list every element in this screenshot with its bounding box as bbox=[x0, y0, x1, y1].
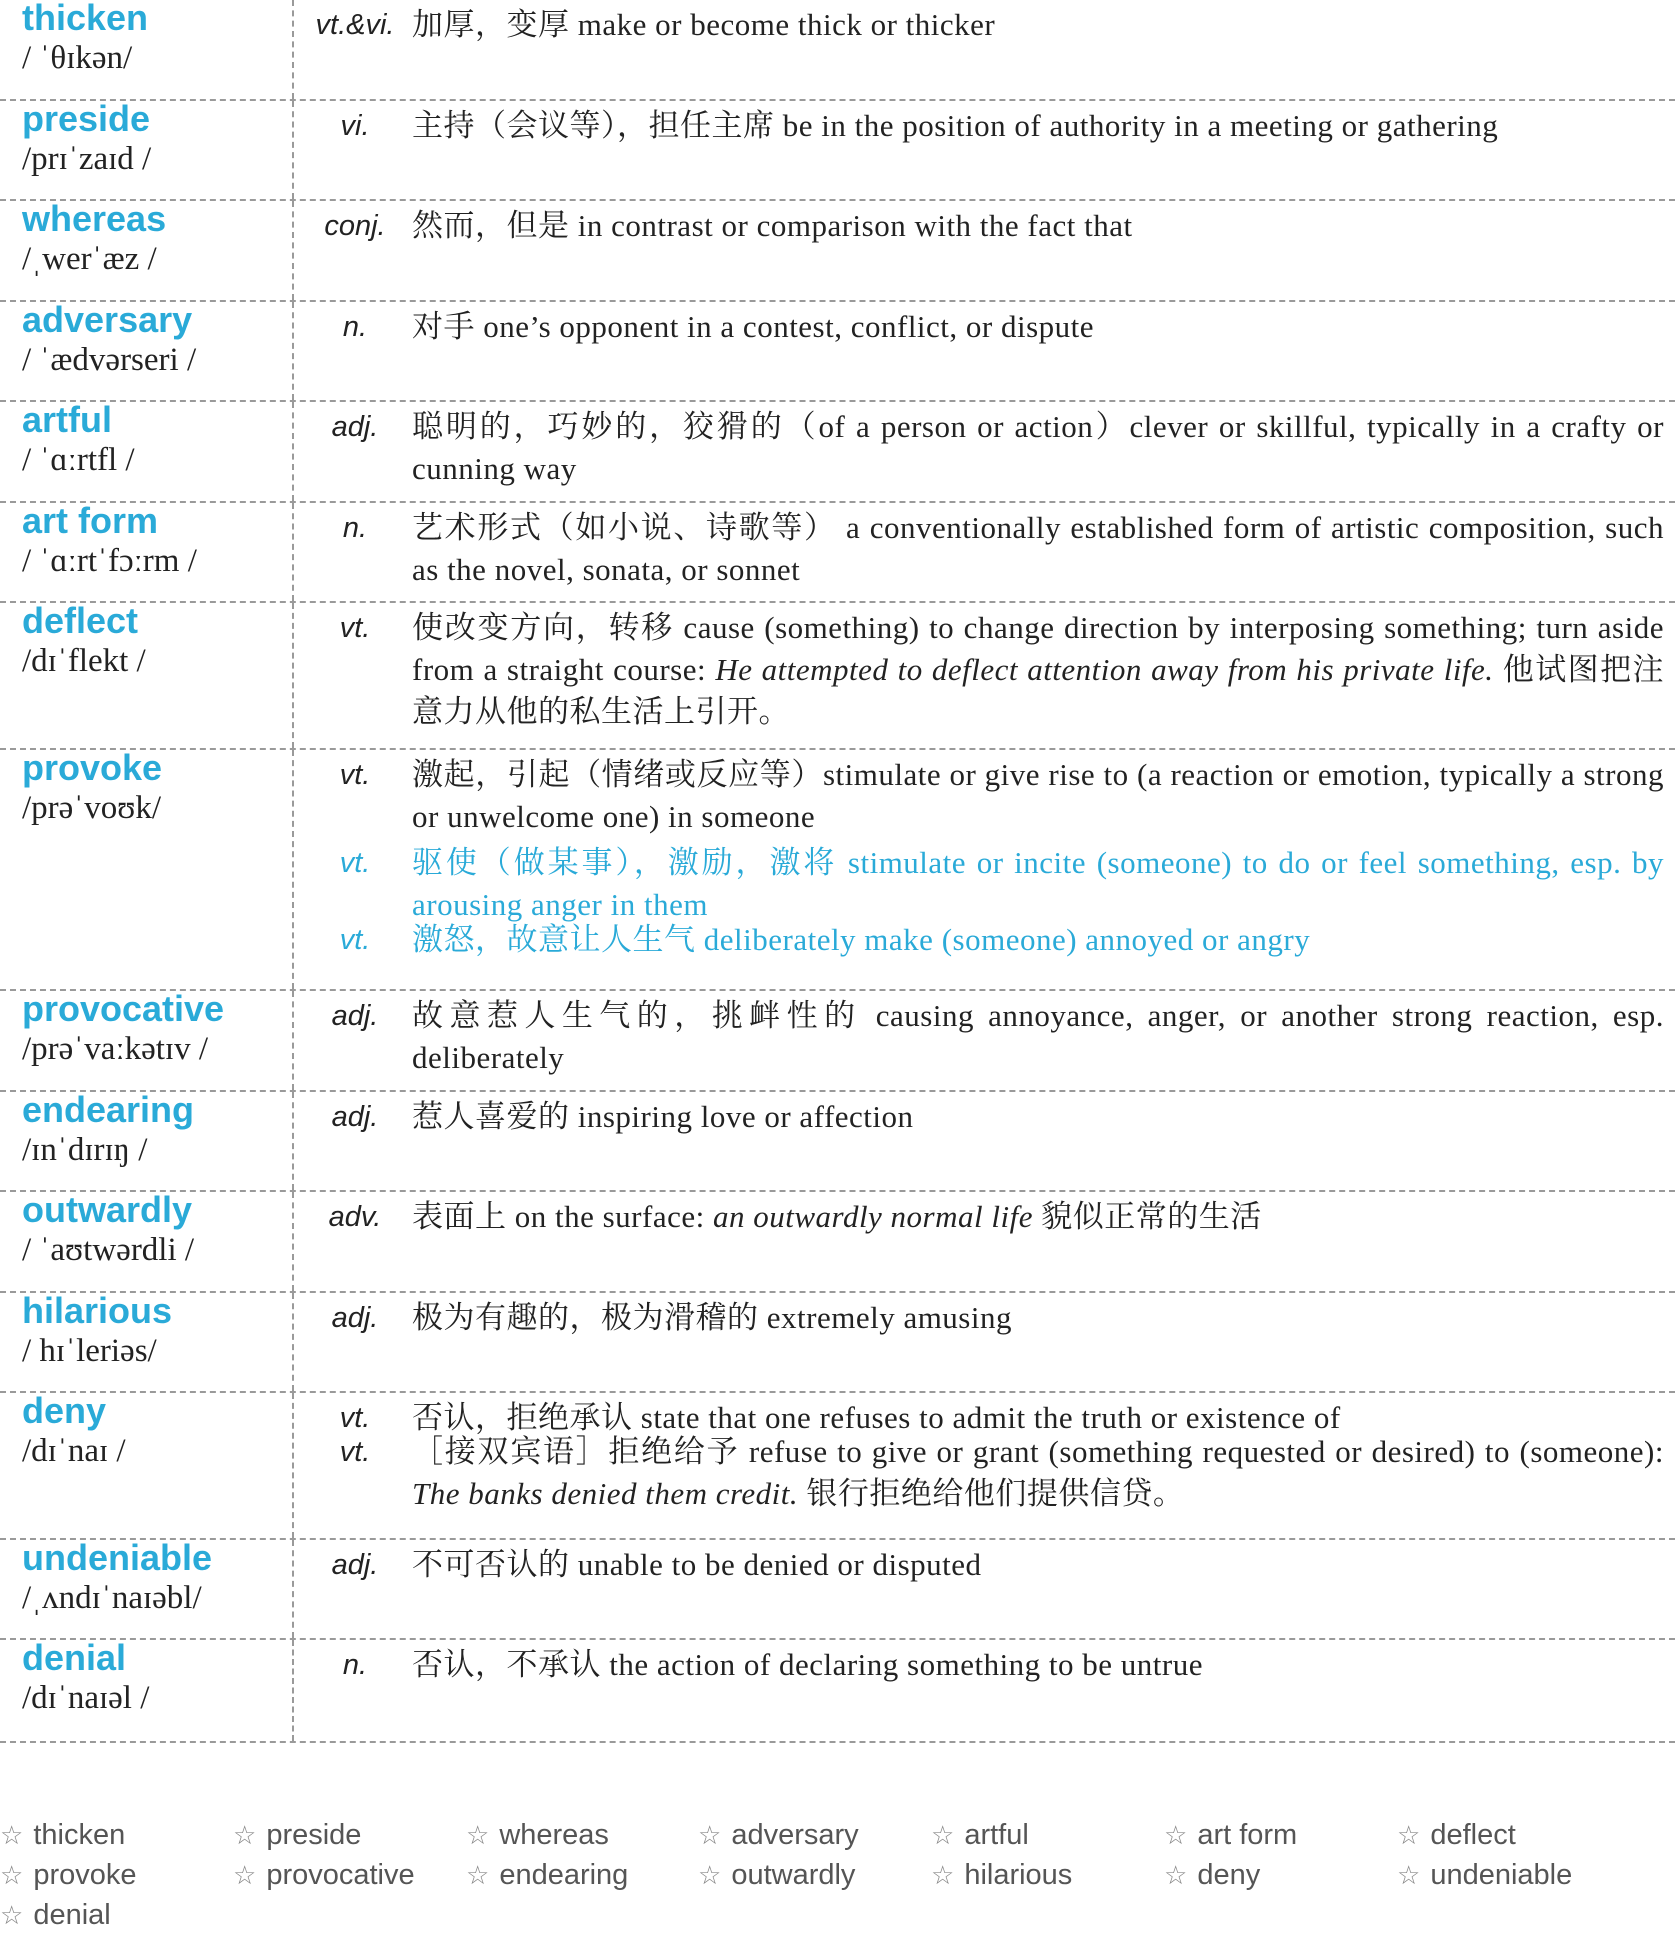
entry-outwardly bbox=[0, 1189, 1675, 1293]
checklist-item bbox=[931, 1855, 1072, 1896]
headword-cell bbox=[0, 1189, 294, 1291]
example-translation: 他试图把注意力从他的私生活上引开。 bbox=[412, 652, 1665, 729]
headword-cell bbox=[0, 399, 294, 501]
part-of-speech: vt. bbox=[339, 847, 371, 879]
definition bbox=[412, 1431, 1664, 1515]
headword: artful bbox=[22, 399, 112, 440]
headword-cell bbox=[0, 1537, 294, 1638]
example-translation: 银行拒绝给他们提供信贷。 bbox=[798, 1476, 1185, 1511]
definition bbox=[412, 919, 1664, 961]
part-of-speech: vt. bbox=[339, 924, 371, 956]
checklist-word: hilarious bbox=[964, 1859, 1073, 1891]
checklist-word: artful bbox=[964, 1819, 1029, 1851]
checklist-word: undeniable bbox=[1430, 1859, 1573, 1891]
part-of-speech: adv. bbox=[328, 1201, 382, 1233]
star-icon: ☆ bbox=[233, 1821, 257, 1851]
checklist-word: provocative bbox=[266, 1859, 415, 1891]
definition-text: 激起，引起（情绪或反应等）stimulate or give rise to (a reaction or emotion, typically a strong or unwelcome one) in someone bbox=[412, 757, 1664, 834]
part-of-speech: vt.&vi. bbox=[315, 9, 395, 41]
entry-art-form bbox=[0, 500, 1675, 603]
entry-preside bbox=[0, 98, 1675, 201]
checklist-item bbox=[698, 1815, 859, 1856]
star-icon: ☆ bbox=[1164, 1821, 1188, 1851]
definition bbox=[412, 1297, 1664, 1339]
star-icon: ☆ bbox=[466, 1861, 490, 1891]
example-sentence: He attempted to deflect attention away from his private life. bbox=[715, 652, 1494, 687]
part-of-speech: vt. bbox=[339, 1402, 371, 1434]
definition bbox=[412, 4, 1664, 46]
example-sentence: an outwardly normal life bbox=[712, 1199, 1033, 1234]
headword: adversary bbox=[22, 299, 193, 340]
headword-cell bbox=[0, 747, 294, 989]
phonetic: /prəˈvoʊk/ bbox=[22, 790, 162, 826]
checklist-item bbox=[0, 1855, 136, 1896]
headword-cell bbox=[0, 198, 294, 300]
part-of-speech: adj. bbox=[331, 1101, 379, 1133]
definition bbox=[412, 306, 1664, 348]
definition-text: 驱使（做某事），激励，激将 stimulate or incite (someone) to do or feel something, esp. by arousing anger in them bbox=[412, 845, 1664, 922]
checklist-word: whereas bbox=[499, 1819, 609, 1851]
definition bbox=[412, 607, 1664, 733]
definition bbox=[412, 1196, 1664, 1238]
definition bbox=[412, 995, 1664, 1079]
headword-cell bbox=[0, 988, 294, 1090]
checklist-word: preside bbox=[266, 1819, 362, 1851]
checklist-item bbox=[233, 1855, 415, 1896]
definition bbox=[412, 1644, 1664, 1686]
checklist-item bbox=[698, 1855, 855, 1896]
definition bbox=[412, 1544, 1664, 1586]
checklist-item bbox=[466, 1815, 609, 1856]
phonetic: / ˈθɪkən/ bbox=[22, 40, 133, 76]
part-of-speech: n. bbox=[342, 512, 368, 544]
headword: endearing bbox=[22, 1089, 195, 1130]
entry-whereas bbox=[0, 198, 1675, 302]
headword: whereas bbox=[22, 198, 167, 239]
entry-provoke bbox=[0, 747, 1675, 991]
checklist-word: provoke bbox=[33, 1859, 137, 1891]
definition-text: 激怒，故意让人生气 deliberately make (someone) annoyed or angry bbox=[412, 922, 1311, 957]
entry-denial bbox=[0, 1637, 1675, 1743]
star-icon: ☆ bbox=[1164, 1861, 1188, 1891]
definition-text: 不可否认的 unable to be denied or disputed bbox=[412, 1547, 982, 1582]
definition bbox=[412, 406, 1664, 490]
headword-cell bbox=[0, 1637, 294, 1741]
part-of-speech: vt. bbox=[339, 612, 371, 644]
checklist-item bbox=[1397, 1815, 1516, 1856]
phonetic: / ˈaʊtwərdli / bbox=[22, 1232, 195, 1268]
definition bbox=[412, 754, 1664, 838]
checklist-item bbox=[931, 1815, 1029, 1856]
part-of-speech: adj. bbox=[331, 1302, 379, 1334]
headword-cell bbox=[0, 299, 294, 400]
part-of-speech: adj. bbox=[331, 411, 379, 443]
star-icon: ☆ bbox=[931, 1861, 955, 1891]
entry-deflect bbox=[0, 600, 1675, 750]
headword-cell bbox=[0, 98, 294, 199]
definition-text: 使改变方向，转移 cause (something) to change direction by interposing something; turn aside from a straight course: bbox=[412, 610, 1664, 687]
headword: art form bbox=[22, 500, 159, 541]
headword-cell bbox=[0, 1390, 294, 1538]
star-icon: ☆ bbox=[698, 1821, 722, 1851]
phonetic: /dɪˈnaɪəl / bbox=[22, 1680, 150, 1716]
definition-text: 故意惹人生气的，挑衅性的 causing annoyance, anger, or another strong reaction, esp. deliberately bbox=[412, 998, 1664, 1075]
definition-text: 极为有趣的，极为滑稽的 extremely amusing bbox=[412, 1300, 1012, 1335]
definition-text: 对手 one’s opponent in a contest, conflict, or dispute bbox=[412, 309, 1095, 344]
example-translation: 貌似正常的生活 bbox=[1032, 1199, 1262, 1234]
checklist-item bbox=[0, 1815, 125, 1856]
headword: preside bbox=[22, 98, 151, 139]
headword: deflect bbox=[22, 600, 139, 641]
definition-text: 艺术形式（如小说、诗歌等） a conventionally established form of artistic composition, such as the novel, sonata, or sonnet bbox=[412, 510, 1664, 587]
headword: provoke bbox=[22, 747, 163, 788]
phonetic: /prəˈvaːkətɪv / bbox=[22, 1031, 209, 1067]
definition-text: ［接双宾语］拒绝给予 refuse to give or grant (something requested or desired) to (someone): bbox=[412, 1434, 1664, 1469]
part-of-speech: n. bbox=[342, 1649, 368, 1681]
definition-text: 聪明的，巧妙的，狡猾的（of a person or action）clever or skillful, typically in a crafty or cunning way bbox=[412, 409, 1664, 486]
star-icon: ☆ bbox=[233, 1861, 257, 1891]
star-icon: ☆ bbox=[0, 1861, 24, 1891]
part-of-speech: vt. bbox=[339, 1436, 371, 1468]
checklist-word: deny bbox=[1197, 1859, 1261, 1891]
headword: hilarious bbox=[22, 1290, 173, 1331]
phonetic: /ˌʌndɪˈnaɪəbl/ bbox=[22, 1580, 202, 1616]
definition bbox=[412, 507, 1664, 591]
star-icon: ☆ bbox=[1397, 1861, 1421, 1891]
checklist-word: denial bbox=[33, 1899, 111, 1931]
star-icon: ☆ bbox=[931, 1821, 955, 1851]
star-icon: ☆ bbox=[698, 1861, 722, 1891]
phonetic: /ɪnˈdɪrɪŋ / bbox=[22, 1132, 148, 1168]
word-checklist bbox=[0, 1815, 1675, 1931]
headword-cell bbox=[0, 500, 294, 601]
phonetic: / hɪˈleriəs/ bbox=[22, 1333, 157, 1369]
part-of-speech: n. bbox=[342, 311, 368, 343]
entry-thicken bbox=[0, 0, 1675, 101]
checklist-word: thicken bbox=[33, 1819, 126, 1851]
entry-hilarious bbox=[0, 1290, 1675, 1393]
part-of-speech: vi. bbox=[340, 110, 370, 142]
phonetic: / ˈɑːrtˈfɔːrm / bbox=[22, 543, 197, 579]
headword-cell bbox=[0, 1089, 294, 1190]
phonetic: / ˈɑːrtfl / bbox=[22, 442, 135, 478]
checklist-item bbox=[466, 1855, 628, 1896]
checklist-word: deflect bbox=[1430, 1819, 1516, 1851]
entry-deny bbox=[0, 1390, 1675, 1540]
definition bbox=[412, 205, 1664, 247]
part-of-speech: conj. bbox=[324, 210, 386, 242]
definition bbox=[412, 842, 1664, 926]
part-of-speech: adj. bbox=[331, 1549, 379, 1581]
part-of-speech: adj. bbox=[331, 1000, 379, 1032]
phonetic: /ˌwerˈæz / bbox=[22, 241, 157, 277]
definition-text: 否认，拒绝承认 state that one refuses to admit the truth or existence of bbox=[412, 1400, 1341, 1435]
headword-cell bbox=[0, 1290, 294, 1391]
star-icon: ☆ bbox=[0, 1901, 24, 1931]
headword: outwardly bbox=[22, 1189, 193, 1230]
checklist-word: adversary bbox=[731, 1819, 859, 1851]
checklist-item bbox=[0, 1895, 111, 1936]
checklist-word: outwardly bbox=[731, 1859, 856, 1891]
phonetic: /dɪˈnaɪ / bbox=[22, 1433, 126, 1469]
star-icon: ☆ bbox=[0, 1821, 24, 1851]
part-of-speech: vt. bbox=[339, 759, 371, 791]
entry-provocative bbox=[0, 988, 1675, 1092]
checklist-item bbox=[1164, 1855, 1260, 1896]
checklist-item bbox=[233, 1815, 361, 1856]
phonetic: /prɪˈzaɪd / bbox=[22, 141, 152, 177]
headword-cell bbox=[0, 0, 294, 99]
example-sentence: The banks denied them credit. bbox=[412, 1476, 799, 1511]
headword: deny bbox=[22, 1390, 107, 1431]
definition-text: 主持（会议等），担任主席 be in the position of authority in a meeting or gathering bbox=[412, 108, 1499, 143]
definition-text: 加厚，变厚 make or become thick or thicker bbox=[412, 7, 996, 42]
definition-text: 否认，不承认 the action of declaring something to be untrue bbox=[412, 1647, 1203, 1682]
star-icon: ☆ bbox=[1397, 1821, 1421, 1851]
definition-text: 然而，但是 in contrast or comparison with the fact that bbox=[412, 208, 1133, 243]
checklist-word: endearing bbox=[499, 1859, 629, 1891]
checklist-item bbox=[1164, 1815, 1297, 1856]
headword: provocative bbox=[22, 988, 225, 1029]
entry-artful bbox=[0, 399, 1675, 503]
star-icon: ☆ bbox=[466, 1821, 490, 1851]
headword: undeniable bbox=[22, 1537, 213, 1578]
checklist-word: art form bbox=[1197, 1819, 1298, 1851]
phonetic: / ˈædvərseri / bbox=[22, 342, 197, 378]
definition bbox=[412, 1096, 1664, 1138]
checklist-item bbox=[1397, 1855, 1572, 1896]
definition-text: 表面上 on the surface: bbox=[412, 1199, 705, 1234]
entry-endearing bbox=[0, 1089, 1675, 1192]
phonetic: /dɪˈflekt / bbox=[22, 643, 146, 679]
definition-text: 惹人喜爱的 inspiring love or affection bbox=[412, 1099, 914, 1134]
headword: denial bbox=[22, 1637, 127, 1678]
headword: thicken bbox=[22, 0, 149, 38]
headword-cell bbox=[0, 600, 294, 748]
entry-undeniable bbox=[0, 1537, 1675, 1640]
entry-adversary bbox=[0, 299, 1675, 402]
definition bbox=[412, 105, 1664, 147]
